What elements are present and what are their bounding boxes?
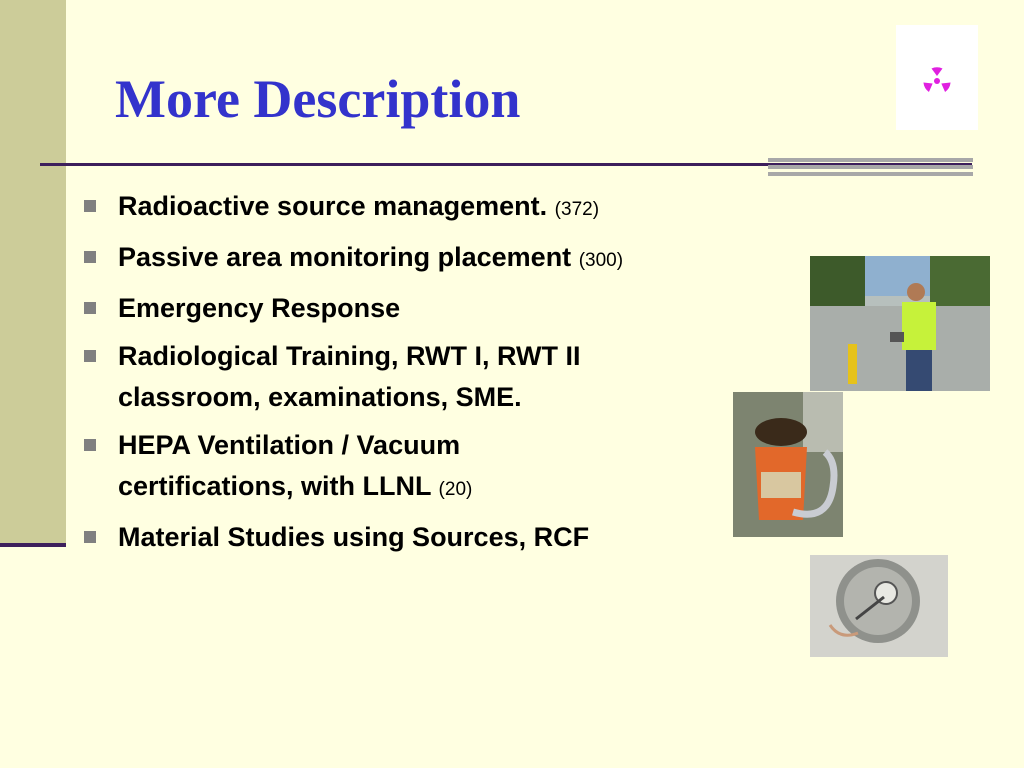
bullet-item [84, 336, 718, 418]
bullet-item [84, 186, 734, 230]
left-decor-band [0, 0, 66, 545]
hepa-vacuum-photo [733, 392, 843, 537]
bullet-item [84, 425, 588, 510]
bullet-item [84, 517, 734, 558]
bullet-count: (372) [554, 199, 600, 220]
bullet-text: HEPA Ventilation / Vacuum certifications, with LLNL [118, 430, 461, 501]
bullet-text: Material Studies using Sources, RCF [118, 522, 590, 552]
source-container-photo [810, 555, 948, 657]
bullet-text: Radiological Training, RWT I, RWT II classroom, examinations, SME. [118, 341, 581, 412]
bullet-text: Passive area monitoring placement [118, 242, 572, 272]
bullet-square-icon [84, 350, 96, 362]
bullet-square-icon [84, 302, 96, 314]
bullet-square-icon [84, 200, 96, 212]
technician-photo [810, 256, 990, 391]
bullet-square-icon [84, 439, 96, 451]
title-rule-accent [768, 158, 973, 178]
bullet-item [84, 237, 734, 281]
bullet-item [84, 288, 734, 329]
bullet-square-icon [84, 531, 96, 543]
bullet-count: (20) [438, 479, 473, 500]
slide-title: More Description [115, 69, 521, 129]
bullet-text: Radioactive source management. [118, 191, 548, 221]
bullet-list [84, 186, 734, 565]
radiation-icon [922, 66, 952, 96]
logo-box [896, 25, 978, 130]
bullet-square-icon [84, 251, 96, 263]
bullet-text: Emergency Response [118, 293, 401, 323]
bullet-count: (300) [578, 250, 624, 271]
left-decor-underline [0, 543, 66, 547]
